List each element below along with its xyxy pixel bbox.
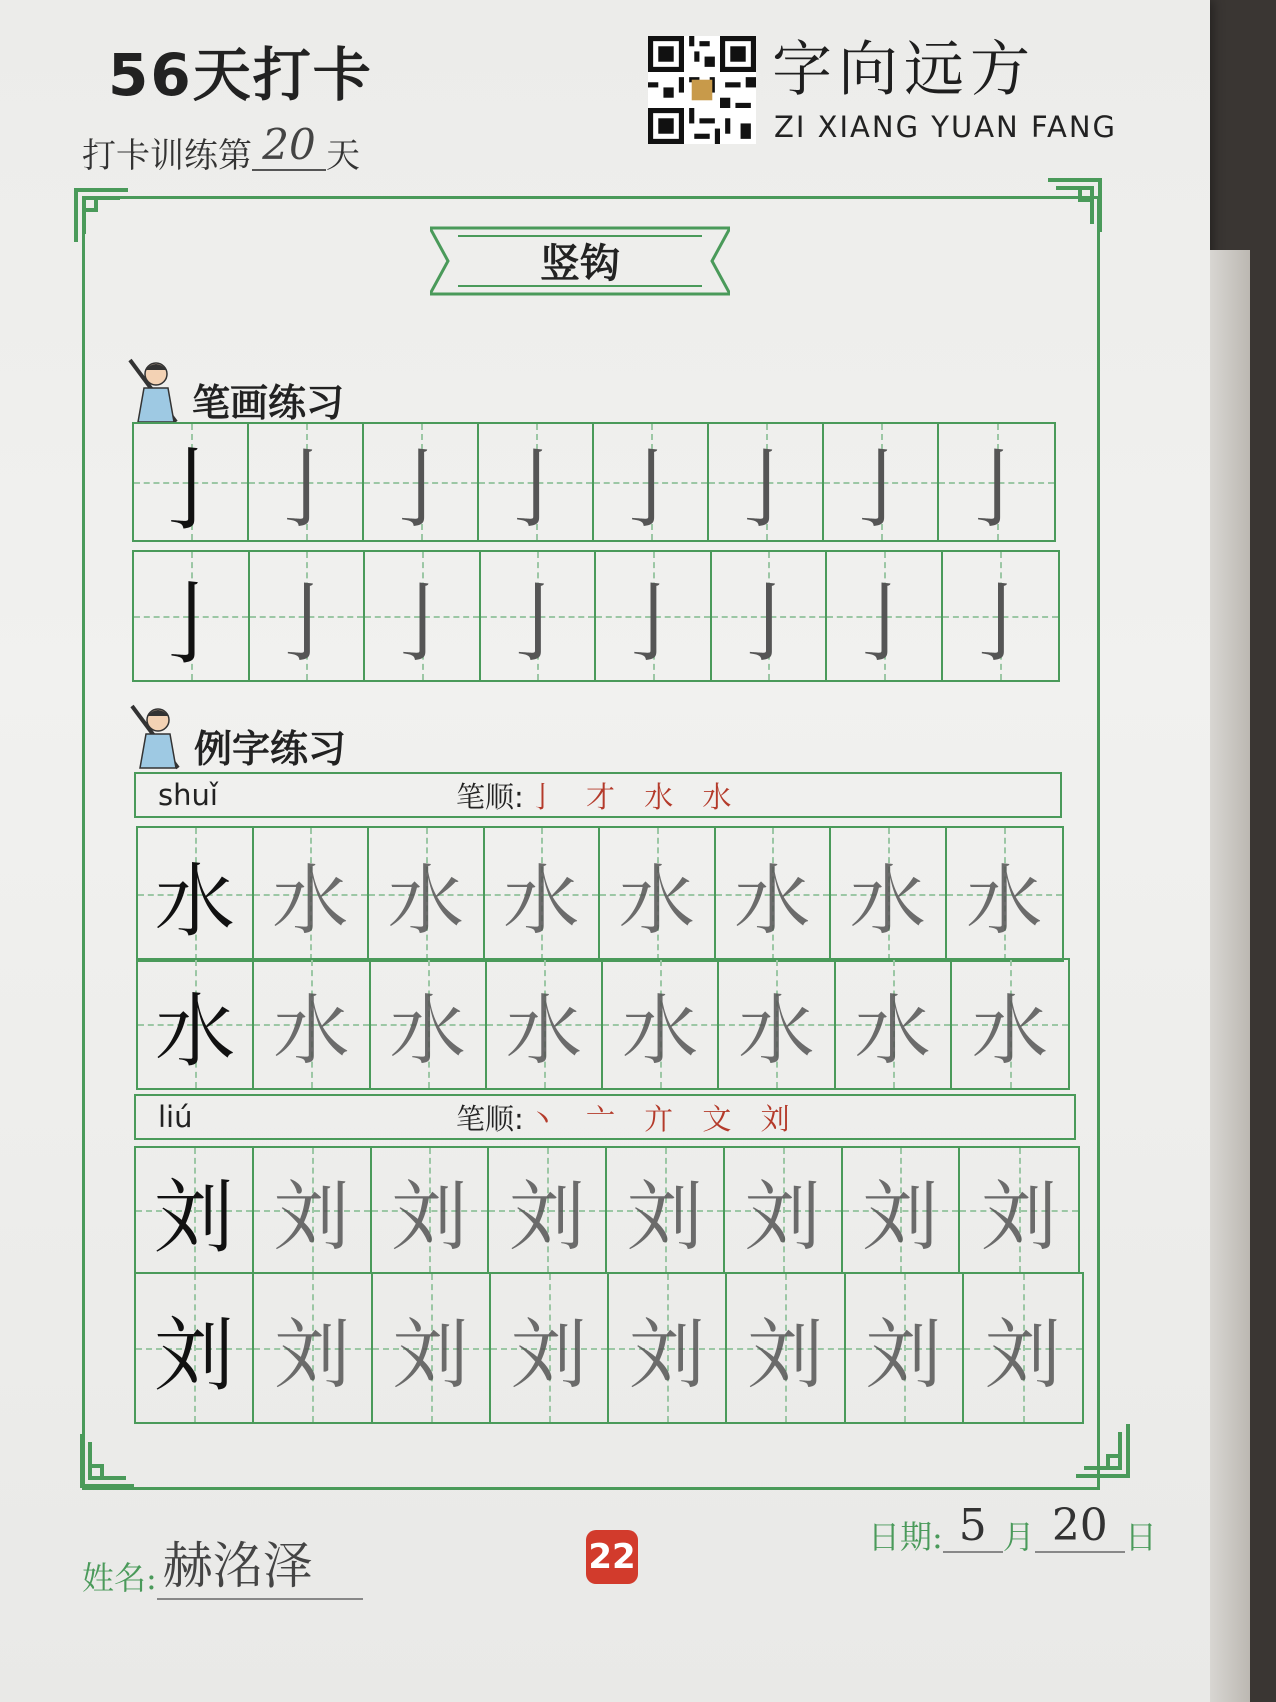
handwritten-stroke: 亅 [840,574,927,674]
pinyin-label: liú [158,1100,193,1134]
practice-cell[interactable] [719,960,835,1088]
practice-cell[interactable] [254,960,370,1088]
character-practice-title: 例字练习 [194,727,347,771]
handwritten-stroke: 亅 [492,440,579,540]
corner-ornament-icon [1072,1420,1132,1480]
model-stroke: 亅 [145,572,236,677]
handwritten-character: 刘 [744,1171,821,1261]
date-label: 日期: [868,1518,943,1556]
handwritten-stroke: 亅 [722,440,809,540]
day-field[interactable]: 20 [1035,1500,1125,1553]
handwritten-character: 水 [618,855,695,945]
pinyin-label: shuǐ [158,778,218,812]
handwritten-character: 水 [734,855,811,945]
handwritten-stroke: 亅 [609,574,696,674]
handwritten-stroke: 亅 [957,574,1044,674]
practice-cell[interactable] [596,552,712,680]
practice-cell[interactable] [250,552,366,680]
practice-cell[interactable] [727,1274,845,1422]
brand-name: 字向远方 [772,35,1036,105]
handwritten-character: 水 [622,985,699,1075]
practice-cell[interactable] [371,960,487,1088]
checkin-line [82,120,360,179]
month-unit: 月 [1002,1518,1035,1556]
practice-cell[interactable] [827,552,943,680]
practice-cell[interactable] [479,424,594,540]
practice-cell[interactable] [952,960,1068,1088]
stroke-order-sequence: 丶 亠 亣 文 刘 [527,1101,800,1136]
practice-cell[interactable] [491,1274,609,1422]
handwritten-character: 刘 [865,1309,942,1399]
stroke-practice-title: 笔画练习 [192,381,345,425]
practice-cell[interactable] [947,828,1063,960]
practice-cell[interactable] [843,1148,961,1272]
handwritten-character: 刘 [629,1309,706,1399]
handwritten-stroke: 亅 [262,440,349,540]
practice-cell[interactable] [600,828,716,960]
scholar-mascot-icon [128,702,190,772]
practice-cell[interactable] [138,828,254,960]
handwritten-stroke: 亅 [837,440,924,540]
handwritten-character: 刘 [392,1309,469,1399]
practice-cell[interactable] [846,1274,964,1422]
brand-subtitle: ZI XIANG YUAN FANG [774,110,1117,144]
practice-cell[interactable] [485,828,601,960]
practice-cell[interactable] [709,424,824,540]
handwritten-character: 刘 [984,1309,1061,1399]
checkin-suffix: 天 [326,136,360,176]
date-section [868,1500,1157,1561]
practice-cell[interactable] [136,1274,254,1422]
practice-cell[interactable] [254,1274,372,1422]
practice-cell[interactable] [712,552,828,680]
practice-cell[interactable] [824,424,939,540]
page-number-badge: 22 [586,1530,638,1584]
handwritten-character: 水 [971,985,1048,1075]
practice-cell[interactable] [487,960,603,1088]
practice-cell[interactable] [136,1148,254,1272]
handwritten-character: 水 [738,985,815,1075]
handwritten-stroke: 亅 [494,574,581,674]
handwritten-character: 刘 [391,1171,468,1261]
practice-cell[interactable] [943,552,1059,680]
handwritten-stroke: 亅 [607,440,694,540]
practice-cell[interactable] [939,424,1054,540]
handwritten-stroke: 亅 [725,574,812,674]
handwritten-character: 水 [387,855,464,945]
stroke-name-title: 竖钩 [540,241,620,287]
handwritten-character: 刘 [510,1309,587,1399]
practice-cell[interactable] [607,1148,725,1272]
handwritten-character: 刘 [273,1171,350,1261]
handwritten-character: 水 [505,985,582,1075]
handwritten-character: 刘 [862,1171,939,1261]
practice-cell[interactable] [365,552,481,680]
handwritten-character: 刘 [747,1309,824,1399]
model-character: 刘 [153,1170,234,1264]
stroke-row-2 [132,550,1060,682]
practice-cell[interactable] [254,1148,372,1272]
practice-cell[interactable] [364,424,479,540]
name-field[interactable]: 赫洺泽 [157,1526,363,1600]
handwritten-character: 刘 [981,1171,1058,1261]
handwritten-character: 水 [272,855,349,945]
notebook-edge [1210,250,1250,1702]
handwritten-character: 水 [503,855,580,945]
header-title: 56天打卡 [108,41,373,109]
checkin-prefix: 打卡训练第 [82,136,252,176]
model-character: 水 [155,984,236,1078]
handwritten-character: 刘 [274,1309,351,1399]
practice-cell[interactable] [836,960,952,1088]
handwritten-stroke: 亅 [953,440,1040,540]
practice-cell[interactable] [138,960,254,1088]
handwritten-character: 水 [966,855,1043,945]
practice-cell[interactable] [489,1148,607,1272]
practice-cell[interactable] [134,424,249,543]
handwritten-character: 刘 [509,1171,586,1261]
character-info-bar-liu [134,1094,1076,1140]
handwritten-character: 刘 [626,1171,703,1261]
corner-ornament-icon [1044,176,1104,236]
handwritten-character: 水 [273,985,350,1075]
qr-code-icon [648,36,756,144]
practice-cell[interactable] [249,424,364,540]
liu-row-1 [134,1146,1080,1274]
practice-cell[interactable] [254,828,370,960]
corner-ornament-icon [78,1430,138,1490]
handwritten-character: 水 [854,985,931,1075]
name-section [82,1532,363,1606]
practice-cell[interactable] [372,1148,490,1272]
month-field[interactable]: 5 [943,1500,1003,1553]
model-character: 水 [154,854,235,948]
model-stroke: 亅 [145,438,236,543]
handwritten-stroke: 亅 [377,440,464,540]
practice-cell[interactable] [369,828,485,960]
practice-cell[interactable] [725,1148,843,1272]
stroke-order-label: 笔顺: [456,1101,524,1136]
practice-cell[interactable] [134,552,250,680]
handwritten-character: 水 [849,855,926,945]
shui-row-1 [136,826,1064,962]
practice-cell[interactable] [831,828,947,960]
stroke-order-sequence: 亅 才 水 水 [527,779,742,814]
day-unit: 日 [1124,1518,1157,1556]
practice-cell[interactable] [716,828,832,960]
stroke-order-label: 笔顺: [456,779,524,814]
model-character: 刘 [154,1308,235,1402]
shui-row-2 [136,958,1070,1090]
liu-row-2 [134,1272,1084,1424]
scholar-mascot-icon [126,356,188,426]
handwritten-character: 水 [389,985,466,1075]
handwritten-stroke: 亅 [378,574,465,674]
practice-cell[interactable] [594,424,709,540]
practice-cell[interactable] [609,1274,727,1422]
practice-cell[interactable] [603,960,719,1088]
practice-cell[interactable] [373,1274,491,1422]
character-info-bar-shui [134,772,1062,818]
corner-ornament-icon [72,186,132,246]
practice-cell[interactable] [481,552,597,680]
handwritten-stroke: 亅 [263,574,350,674]
practice-cell[interactable] [960,1148,1078,1272]
stroke-row-1 [132,422,1056,542]
name-label: 姓名: [82,1559,157,1597]
checkin-day-field[interactable]: 20 [252,120,326,171]
practice-cell[interactable] [964,1274,1082,1422]
